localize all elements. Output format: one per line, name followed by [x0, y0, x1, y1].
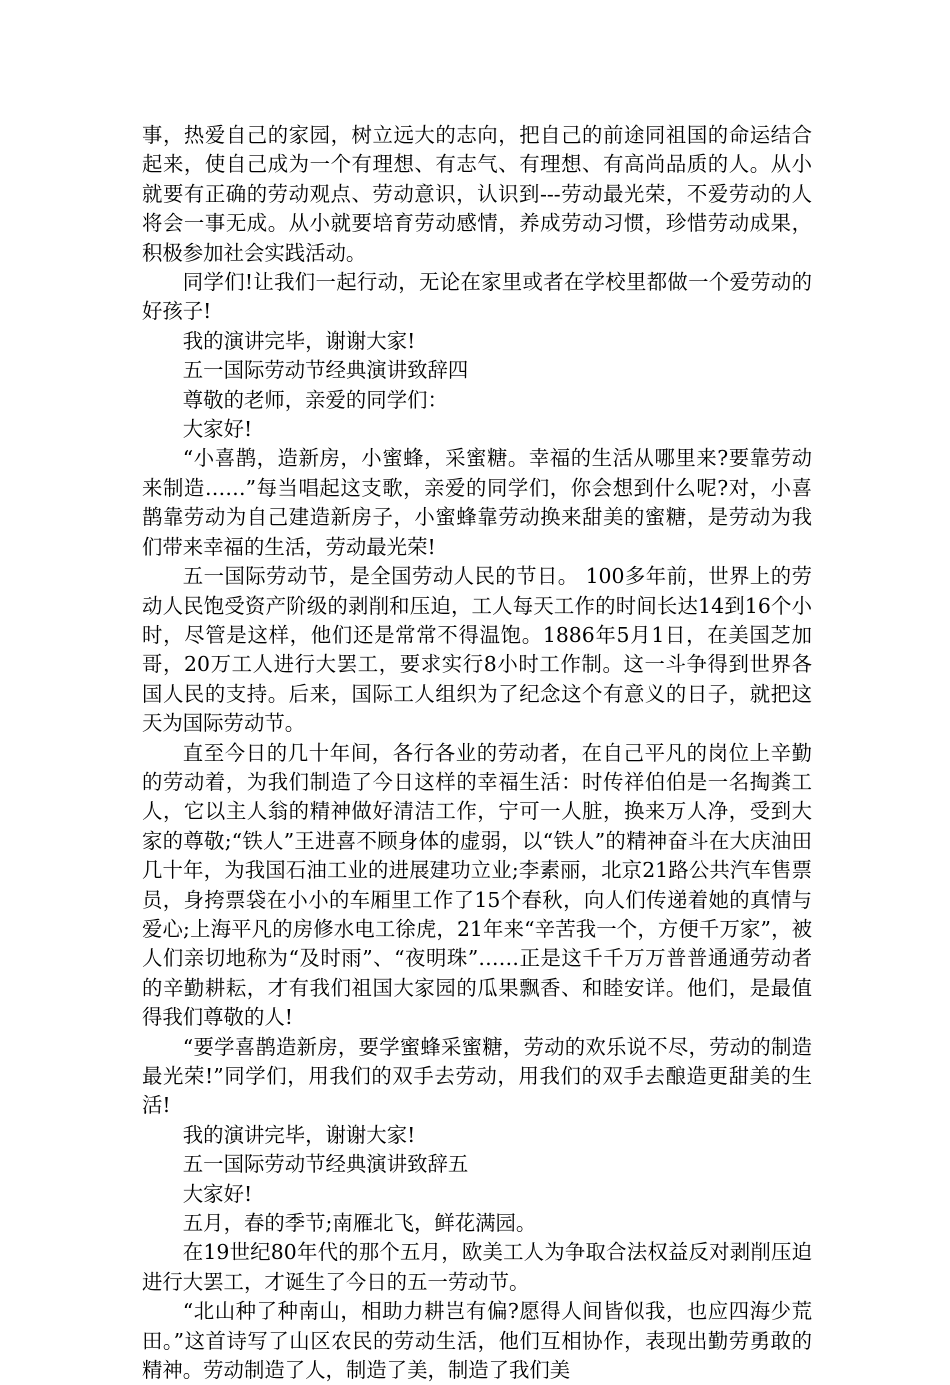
paragraph-closing-two: 我的演讲完毕，谢谢大家!: [182, 1122, 416, 1147]
paragraph-origin: 在19世纪80年代的那个五月，欧美工人为争取合法权益反对剥削压迫进行大罢工，才诞生了今日的五一劳动节。: [142, 1240, 812, 1294]
paragraph-history: 五一国际劳动节，是全国劳动人民的节日。 100多年前，世界上的劳动人民饱受资产阶级的剥削和压迫，工人每天工作的时间长达14到16个小时，尽管是这样，他们还是常常不得温饱。1886年5月1日，在美国芝加哥，20万工人进行大罢工，要求实行8小时工作制。这一斗争得到世界各国人民的支持。后来，国际工人组织为了纪念这个有意义的日子，就把这天为国际劳动节。: [142, 564, 812, 736]
paragraph-exhortation: “要学喜鹊造新房，要学蜜蜂采蜜糖，劳动的欢乐说不尽，劳动的制造最光荣!”同学们，用我们的双手去劳动，用我们的双手去酿造更甜美的生活!: [142, 1034, 812, 1118]
paragraph-spring: 五月，春的季节;南雁北飞，鲜花满园。: [182, 1211, 537, 1236]
paragraph-continuation: 事，热爱自己的家园，树立远大的志向，把自己的前途同祖国的命运结合起来，使自己成为一个有理想、有志气、有理想、有高尚品质的人。从小就要有正确的劳动观点、劳动意识，认识到---劳动最光荣，不爱劳动的人将会一事无成。从小就要培育劳动感情，养成劳动习惯，珍惜劳动成果，积极参加社会实践活动。: [142, 123, 812, 265]
speech-heading-five: 五一国际劳动节经典演讲致辞五: [182, 1152, 469, 1177]
salutation: 尊敬的老师，亲爱的同学们：: [182, 387, 448, 412]
greeting: 大家好!: [182, 417, 253, 442]
document-page: [142, 121, 812, 1385]
paragraph-workers: 直至今日的几十年间，各行各业的劳动者，在自己平凡的岗位上辛勤的劳动着，为我们制造了今日这样的幸福生活：时传祥伯伯是一名掏粪工人，它以主人翁的精神做好清洁工作，宁可一人脏，换来万人净，受到大家的尊敬;“铁人”王进喜不顾身体的虚弱，以“铁人”的精神奋斗在大庆油田几十年，为我国石油工业的进展建功立业;李素丽，北京21路公共汽车售票员，身挎票袋在小小的车厢里工作了15个春秋，向人们传递着她的真情与爱心;上海平凡的房修水电工徐虎，21年来“辛苦我一个，方便千万家”，被人们亲切地称为“及时雨”、“夜明珠”……正是这千千万万普普通通劳动者的辛勤耕耘，才有我们祖国大家园的瓜果飘香、和睦安详。他们，是最值得我们尊敬的人!: [142, 740, 812, 1030]
paragraph-closing: 我的演讲完毕，谢谢大家!: [182, 328, 416, 353]
speech-heading-four: 五一国际劳动节经典演讲致辞四: [182, 358, 469, 383]
paragraph-poem: “北山种了种南山，相助力耕岂有偏?愿得人间皆似我，也应四海少荒田。”这首诗写了山区农民的劳动生活，他们互相协作，表现出勤劳勇敢的精神。劳动制造了人，制造了美，制造了我们美: [142, 1299, 812, 1383]
paragraph-call-to-action: 同学们!让我们一起行动，无论在家里或者在学校里都做一个爱劳动的好孩子!: [142, 270, 812, 324]
paragraph-song: “小喜鹊，造新房，小蜜蜂，采蜜糖。幸福的生活从哪里来?要靠劳动来制造……”每当唱起这支歌，亲爱的同学们，你会想到什么呢?对，小喜鹊靠劳动为自己建造新房子，小蜜蜂靠劳动换来甜美的蜜糖，是劳动为我们带来幸福的生活，劳动最光荣!: [142, 446, 812, 559]
greeting-two: 大家好!: [182, 1181, 253, 1206]
